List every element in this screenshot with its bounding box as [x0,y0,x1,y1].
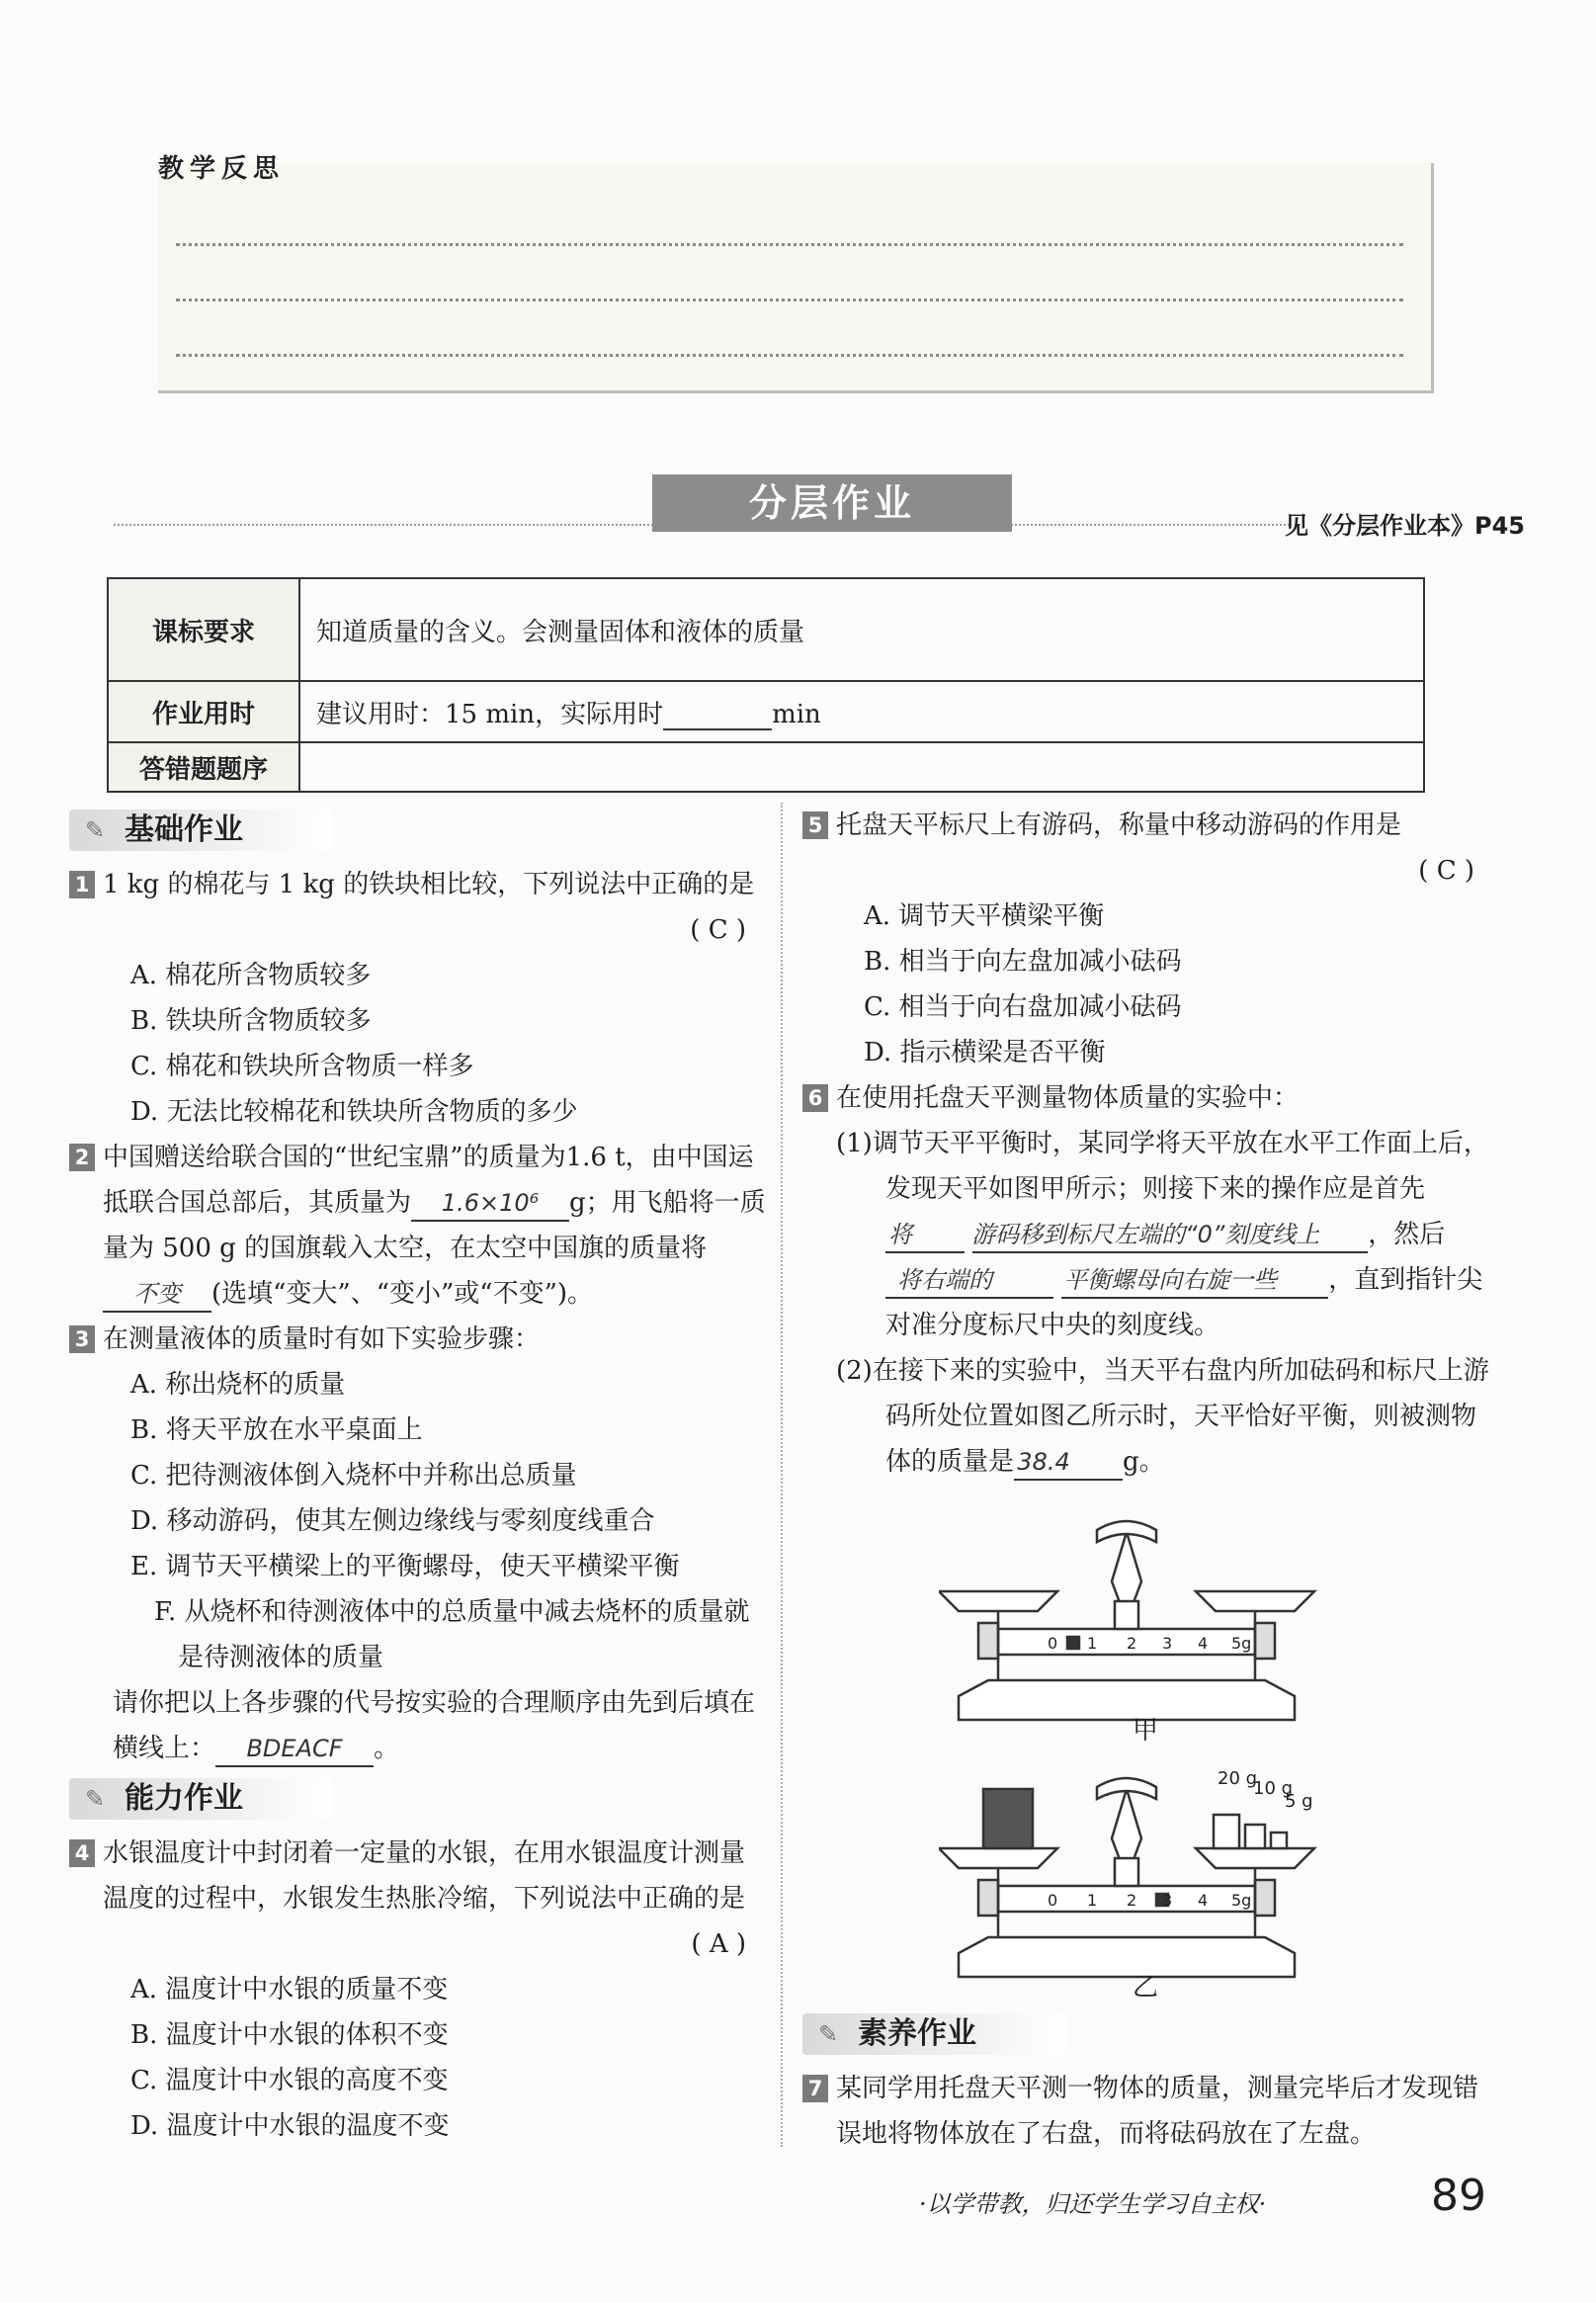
scale-tick: 1 [1087,1891,1098,1910]
table-header: 作业用时 [108,681,299,742]
workbook-reference: 见《分层作业本》P45 [1285,512,1525,540]
scale-tick: 4 [1198,1634,1209,1653]
scale-tick: 3 [1162,1891,1173,1910]
balance-figure-b [939,1778,1314,1977]
scale-tick: 2 [1127,1634,1137,1653]
answer-blank[interactable]: 不变 [103,1277,211,1313]
question-text: 在测量液体的质量时有如下实验步骤： [103,1324,541,1354]
scale-tick: 5g [1231,1891,1252,1910]
weight-label: 20 g [1218,1768,1258,1789]
question-text: g；用飞船将一质量为 500 g 的国旗载入太空，在太空中国旗的质量将 [103,1188,766,1263]
answer-blank[interactable]: 1.6×10⁶ [411,1186,569,1222]
question-6 [802,1075,1494,1121]
reflection-line [176,243,1403,246]
reflection-line [176,299,1403,301]
question-text: 托盘天平标尺上有游码，称量中移动游码的作用是 [836,810,1402,840]
option: D. 无法比较棉花和铁块所含物质的多少 [130,1097,578,1127]
answer-blank[interactable]: 将右端的 [885,1263,1053,1299]
answer: ( C ) [1418,856,1474,886]
question-number: 5 [802,811,828,839]
balance-figures [939,1512,1334,2006]
scale-tick: 0 [1048,1634,1058,1653]
time-prefix: 建议用时：15 min，实际用时 [316,699,664,729]
question-6-part-1 [802,1121,1494,1348]
question-text: (选填“变大”、“变小”或“不变”)。 [211,1279,594,1309]
figure-caption: 乙 [1133,1973,1159,2003]
question-number: 1 [69,871,95,898]
option: A. 温度计中水银的质量不变 [130,1975,449,2004]
figure-caption: 甲 [1133,1716,1159,1746]
question-3 [69,1317,766,1362]
weight-labels [1218,1768,1313,1812]
question-text: 某同学用托盘天平测一物体的质量，测量完毕后才发现错误地将物体放在了右盘，而将砝码放在了左盘。 [836,2074,1479,2149]
question-text: (1)调节天平平衡时，某同学将天平放在水平工作面上后，发现天平如图甲所示；则接下来的操作应是首先 [836,1129,1489,1204]
section-basic [69,805,766,856]
option: D. 温度计中水银的温度不变 [130,2111,450,2141]
literacy-block [802,2006,1494,2157]
reflection-title: 教学反思 [158,154,286,184]
reflection-box [158,163,1434,393]
weight-20g [1214,1815,1239,1848]
question-number: 2 [69,1144,95,1171]
scale-tick: 0 [1048,1891,1058,1910]
scale-tick: 5g [1231,1634,1252,1653]
option: B. 将天平放在水平桌面上 [130,1415,423,1445]
option: C. 温度计中水银的高度不变 [130,2066,449,2095]
page-number: 89 [1431,2171,1486,2221]
section-literacy [802,2008,1494,2060]
option: C. 把待测液体倒入烧杯中并称出总质量 [130,1461,577,1491]
table-cell[interactable] [299,742,1424,792]
scale-tick: 4 [1198,1891,1209,1910]
banner-title: 分层作业 [652,474,1012,532]
weight-10g [1245,1825,1265,1848]
question-text: g。 [1123,1447,1165,1477]
question-text: ，直到指针尖对准分度标尺中央的刻度线。 [885,1265,1483,1340]
scale-tick: 1 [1087,1634,1098,1653]
question-2 [69,1135,766,1317]
question-text: 水银温度计中封闭着一定量的水银，在用水银温度计测量温度的过程中，水银发生热胀冷缩，下列说法中正确的是 [103,1838,746,1914]
table-header: 答错题题序 [108,742,299,792]
table-cell [299,681,1424,742]
section-ability [69,1773,766,1825]
option: B. 相当于向左盘加减小砝码 [864,947,1182,977]
column-divider [781,803,783,2147]
requirements-table [107,577,1425,793]
question-1 [69,862,766,953]
option: A. 棉花所含物质较多 [130,961,372,990]
question-number: 7 [802,2075,828,2102]
right-column [802,803,1494,1485]
question-text: ，然后 [1368,1220,1446,1249]
question-text: 。 [374,1734,400,1763]
section-title: ✎ 素养作业 [802,2013,1065,2055]
scale-tick: 2 [1127,1891,1137,1910]
time-blank[interactable] [663,703,772,730]
question-number: 6 [802,1084,828,1112]
question-text: 在使用托盘天平测量物体质量的实验中： [836,1083,1300,1113]
option: B. 铁块所含物质较多 [130,1006,372,1036]
option: C. 棉花和铁块所含物质一样多 [130,1052,474,1081]
option: A. 调节天平横梁平衡 [864,901,1105,931]
option: D. 移动游码，使其左侧边缘线与零刻度线重合 [130,1506,655,1536]
question-4 [69,1831,766,1967]
table-cell: 知道质量的含义。会测量固体和液体的质量 [299,578,1424,681]
question-text: 1 kg 的棉花与 1 kg 的铁块相比较，下列说法中正确的是 [103,870,755,899]
question-text: (2)在接下来的实验中，当天平右盘内所加砝码和标尺上游码所处位置如图乙所示时，天平恰好平衡，则被测物体的质量是 [836,1356,1489,1477]
section-title: ✎ 基础作业 [69,810,332,851]
option: B. 温度计中水银的体积不变 [130,2020,449,2050]
option: A. 称出烧杯的质量 [130,1370,346,1400]
answer: ( A ) [691,1929,746,1959]
reflection-line [176,354,1403,357]
question-7 [802,2066,1494,2157]
balance-figure-a [939,1521,1314,1720]
table-header: 课标要求 [108,578,299,681]
answer-blank[interactable]: BDEACF [215,1732,374,1767]
option: E. 调节天平横梁上的平衡螺母，使天平横梁平衡 [130,1552,680,1581]
answer-blank[interactable]: 平衡螺母向右旋一些 [1061,1263,1328,1299]
question-5 [802,803,1494,894]
table-row [108,681,1424,742]
left-column [69,803,766,2149]
question-6-part-2 [802,1348,1494,1485]
scale-tick: 3 [1162,1634,1173,1653]
time-suffix: min [772,699,821,729]
answer-blank[interactable]: 38.4 [1014,1445,1123,1481]
weight-label: 10 g [1253,1778,1294,1799]
option: F. 从烧杯和待测液体中的总质量中减去烧杯的质量就是待测液体的质量 [154,1597,750,1672]
answer: ( C ) [690,915,746,945]
question-text: 中国赠送给联合国的“世纪宝鼎”的质量为1.6 t，由中国运抵联合国总部后，其质量为 [103,1143,754,1218]
weight-label: 5 g [1285,1791,1313,1812]
table-row [108,578,1424,681]
weight-5g [1271,1833,1287,1848]
question-text: 请你把以上各步骤的代号按实验的合理顺序由先到后填在横线上： [113,1688,756,1763]
table-row [108,742,1424,792]
question-number: 3 [69,1325,95,1353]
object-block [983,1789,1033,1848]
option: C. 相当于向右盘加减小砝码 [864,992,1182,1022]
answer-blank[interactable]: 游码移到标尺左端的“0”刻度线上 [972,1218,1368,1253]
answer-blank[interactable]: 将 [885,1218,965,1253]
question-number: 4 [69,1839,95,1867]
footer-slogan: ·以学带教，归还学生学习自主权· [919,2190,1267,2218]
section-title: ✎ 能力作业 [69,1778,332,1820]
option: D. 指示横梁是否平衡 [864,1038,1106,1067]
